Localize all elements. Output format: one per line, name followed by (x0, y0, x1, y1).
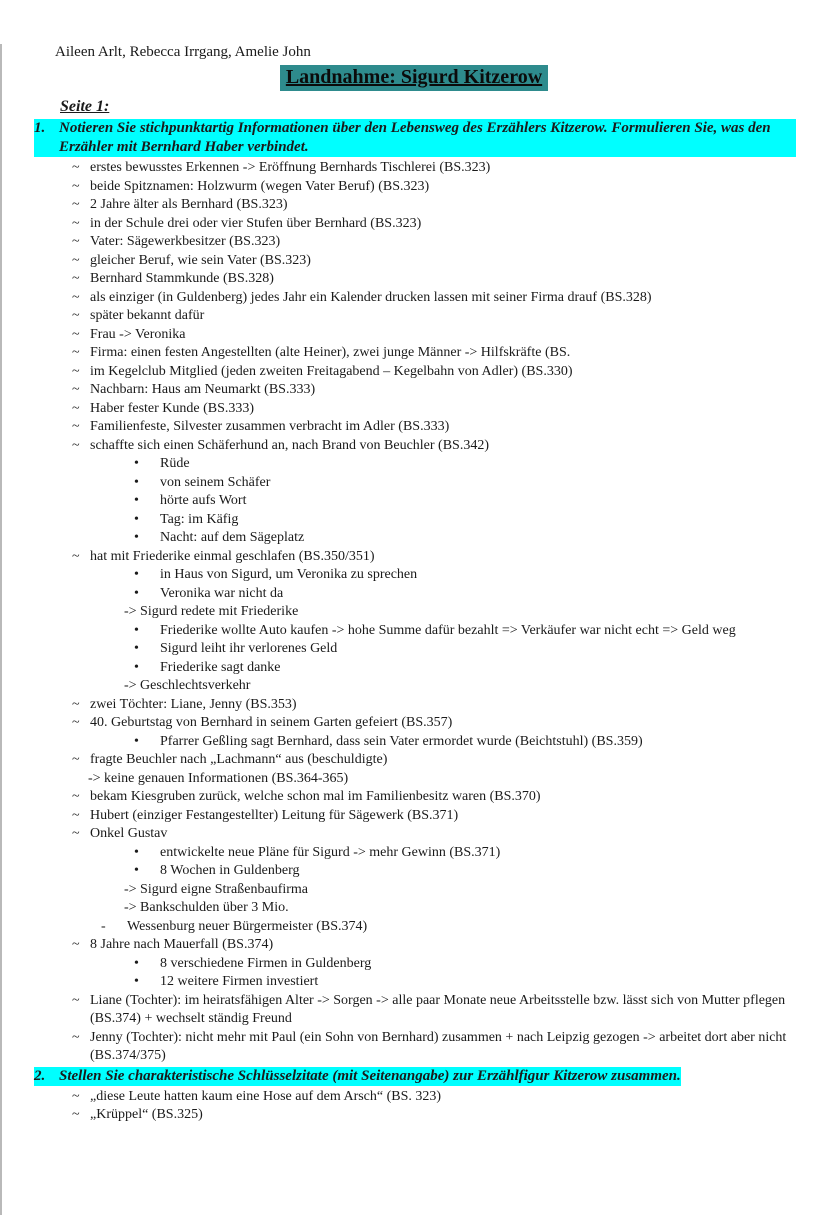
note-item (0, 770, 796, 789)
note-text: Rüde (160, 456, 190, 471)
note-text: 8 Jahre nach Mauerfall (BS.374) (90, 937, 274, 952)
tilde-marker: ~ (72, 752, 80, 767)
note-item (0, 381, 796, 400)
note-item (0, 548, 796, 567)
note-text: entwickelte neue Pläne für Sigurd -> mehr Gewinn (BS.371) (160, 844, 501, 860)
note-item (0, 492, 796, 511)
bullet-marker: • (134, 863, 139, 878)
note-text: 8 Wochen in Guldenberg (160, 863, 300, 878)
tilde-marker: ~ (72, 826, 80, 841)
notes-list-2 (0, 1088, 828, 1125)
bullet-marker: • (134, 974, 139, 989)
note-text: als einziger (in Guldenberg) jedes Jahr ein Kalender drucken lassen mit seiner Firma drauf (BS.328) (90, 289, 652, 305)
note-item (0, 529, 796, 548)
note-text: Friederike sagt danke (160, 659, 281, 675)
note-text: Hubert (einziger Festangestellter) Leitung für Sägewerk (BS.371) (90, 807, 459, 823)
bullet-marker: • (134, 622, 139, 638)
scan-edge (0, 44, 2, 1215)
note-text: 12 weitere Firmen investiert (160, 974, 319, 989)
note-item (0, 585, 796, 604)
bullet-marker: • (134, 456, 139, 471)
bullet-marker: • (134, 585, 139, 601)
note-item (0, 936, 796, 955)
note-text: „diese Leute hatten kaum eine Hose auf dem Arsch“ (BS. 323) (90, 1088, 442, 1104)
note-item (0, 566, 796, 585)
tilde-marker: ~ (72, 345, 80, 360)
tilde-marker: ~ (72, 696, 80, 712)
tilde-marker: ~ (72, 252, 80, 268)
note-item (0, 252, 796, 271)
note-item (0, 270, 796, 289)
note-item (0, 973, 796, 992)
bullet-marker: • (134, 659, 139, 675)
tilde-marker: ~ (72, 400, 80, 416)
tilde-marker: ~ (72, 1088, 80, 1104)
note-text: hat mit Friederike einmal geschlafen (BS.350/351) (90, 548, 375, 564)
bullet-marker: • (134, 567, 139, 582)
note-text: Wessenburg neuer Bürgermeister (BS.374) (127, 918, 368, 934)
note-item (0, 992, 796, 1029)
note-text: Frau -> Veronika (90, 326, 186, 342)
note-item (0, 603, 796, 622)
note-text: im Kegelclub Mitglied (jeden zweiten Freitagabend – Kegelbahn von Adler) (BS.330) (90, 363, 573, 379)
question-2-number: 2. (34, 1067, 59, 1086)
note-item (0, 844, 796, 863)
note-text: Veronika war nicht da (160, 585, 284, 601)
tilde-marker: ~ (72, 992, 80, 1008)
note-item (0, 418, 796, 437)
note-item (0, 437, 796, 456)
tilde-marker: ~ (72, 308, 80, 323)
note-item (0, 400, 796, 419)
note-item (0, 733, 796, 752)
question-2-text: Stellen Sie charakteristische Schlüsselzitate (mit Seitenangabe) zur Erzählfigur Kitzerow zusammen. (59, 1067, 681, 1084)
note-text: zwei Töchter: Liane, Jenny (BS.353) (90, 696, 297, 712)
tilde-marker: ~ (72, 271, 80, 286)
question-2 (0, 1067, 828, 1086)
note-text: Nacht: auf dem Sägeplatz (160, 530, 305, 545)
tilde-marker: ~ (72, 789, 80, 804)
tilde-marker: ~ (72, 1029, 80, 1045)
note-text: Firma: einen festen Angestellten (alte Heiner), zwei junge Männer -> Hilfskräfte (BS. (90, 345, 571, 360)
note-text: in der Schule drei oder vier Stufen über Bernhard (BS.323) (90, 215, 422, 231)
question-1-number: 1. (34, 119, 59, 157)
note-item (0, 788, 796, 807)
note-text: Liane (Tochter): im heiratsfähigen Alter -> Sorgen -> alle paar Monate neue Arbeitsstelle bzw. lässt sich von Mutter pflegen (BS.374) + wechselt ständig Freund (90, 992, 786, 1026)
question-1-text: Notieren Sie stichpunktartig Informationen über den Lebensweg des Erzählers Kitzerow. Formulieren Sie, was den Erzähler mit Bernhard Haber verbindet. (59, 119, 796, 157)
tilde-marker: ~ (72, 937, 80, 952)
authors-line: Aileen Arlt, Rebecca Irrgang, Amelie John (55, 44, 311, 60)
note-item (0, 622, 796, 641)
note-text: bekam Kiesgruben zurück, welche schon mal im Familienbesitz waren (BS.370) (90, 789, 541, 804)
note-item (0, 215, 796, 234)
note-text: -> Geschlechtsverkehr (124, 678, 251, 693)
note-text: Tag: im Käfig (160, 511, 239, 527)
note-text: Bernhard Stammkunde (BS.328) (90, 271, 274, 286)
note-text: in Haus von Sigurd, um Veronika zu sprechen (160, 567, 418, 582)
note-item (0, 918, 796, 937)
bullet-marker: • (134, 641, 139, 656)
note-item (0, 196, 796, 215)
tilde-marker: ~ (72, 363, 80, 379)
tilde-marker: ~ (72, 178, 80, 194)
note-item (0, 862, 796, 881)
note-item (0, 955, 796, 974)
note-item (0, 825, 796, 844)
tilde-marker: ~ (72, 289, 80, 305)
note-text: Onkel Gustav (90, 826, 168, 841)
note-item (0, 307, 796, 326)
tilde-marker: ~ (72, 234, 80, 249)
note-text: Nachbarn: Haus am Neumarkt (BS.333) (90, 382, 316, 397)
tilde-marker: ~ (72, 807, 80, 823)
tilde-marker: ~ (72, 419, 80, 434)
note-item (0, 363, 796, 382)
note-text: Vater: Sägewerkbesitzer (BS.323) (90, 234, 281, 249)
note-text: Pfarrer Geßling sagt Bernhard, dass sein Vater ermordet wurde (Beichtstuhl) (BS.359) (160, 733, 643, 749)
tilde-marker: ~ (72, 160, 80, 175)
question-1 (0, 119, 828, 157)
note-item (0, 640, 796, 659)
note-item (0, 178, 796, 197)
note-item (0, 455, 796, 474)
note-text: von seinem Schäfer (160, 474, 271, 490)
note-item (0, 344, 796, 363)
bullet-marker: • (134, 733, 139, 749)
note-item (0, 474, 796, 493)
note-item (0, 1106, 796, 1125)
note-item (0, 233, 796, 252)
bullet-marker: • (134, 530, 139, 545)
tilde-marker: ~ (72, 437, 80, 453)
title-wrap (0, 65, 828, 91)
note-item (0, 899, 796, 918)
note-text: schaffte sich einen Schäferhund an, nach Brand von Beuchler (BS.342) (90, 437, 490, 453)
note-text: -> Sigurd redete mit Friederike (124, 604, 299, 619)
note-item (0, 289, 796, 308)
note-text: Haber fester Kunde (BS.333) (90, 400, 255, 416)
dash-marker: - (101, 918, 106, 934)
note-item (0, 326, 796, 345)
note-text: fragte Beuchler nach „Lachmann“ aus (beschuldigte) (90, 752, 388, 767)
note-text: Sigurd leiht ihr verlorenes Geld (160, 641, 338, 656)
note-text: -> Sigurd eigne Straßenbaufirma (124, 881, 309, 897)
note-text: beide Spitznamen: Holzwurm (wegen Vater Beruf) (BS.323) (90, 178, 430, 194)
note-item (0, 159, 796, 178)
bullet-marker: • (134, 955, 139, 971)
note-text: Jenny (Tochter): nicht mehr mit Paul (ein Sohn von Bernhard) zusammen + nach Leipzig gezogen -> arbeitet dort aber nicht (BS.374/375) (90, 1029, 787, 1063)
note-text: -> Bankschulden über 3 Mio. (124, 900, 289, 915)
bullet-marker: • (134, 511, 139, 527)
bullet-marker: • (134, 844, 139, 860)
bullet-marker: • (134, 474, 139, 490)
note-item (0, 659, 796, 678)
note-text: später bekannt dafür (90, 308, 205, 323)
bullet-marker: • (134, 493, 139, 508)
note-text: „Krüppel“ (BS.325) (90, 1107, 203, 1122)
note-item (0, 714, 796, 733)
tilde-marker: ~ (72, 215, 80, 231)
tilde-marker: ~ (72, 1107, 80, 1122)
note-text: 40. Geburtstag von Bernhard in seinem Garten gefeiert (BS.357) (90, 715, 453, 730)
tilde-marker: ~ (72, 197, 80, 212)
notes-list-1 (0, 159, 828, 1066)
note-text: Friederike wollte Auto kaufen -> hohe Summe dafür bezahlt => Verkäufer war nicht echt => Geld weg (160, 622, 736, 638)
section-heading: Seite 1: (60, 98, 110, 115)
note-text: hörte aufs Wort (160, 493, 247, 508)
note-item (0, 511, 796, 530)
note-text: erstes bewusstes Erkennen -> Eröffnung Bernhards Tischlerei (BS.323) (90, 160, 491, 175)
note-text: gleicher Beruf, wie sein Vater (BS.323) (90, 252, 311, 268)
tilde-marker: ~ (72, 715, 80, 730)
note-text: -> keine genauen Informationen (BS.364-365) (88, 770, 349, 786)
note-item (0, 1029, 796, 1066)
note-item (0, 881, 796, 900)
note-text: Familienfeste, Silvester zusammen verbracht im Adler (BS.333) (90, 419, 450, 434)
note-item (0, 677, 796, 696)
note-item (0, 751, 796, 770)
tilde-marker: ~ (72, 382, 80, 397)
note-item (0, 807, 796, 826)
page-title: Landnahme: Sigurd Kitzerow (280, 65, 548, 91)
note-text: 2 Jahre älter als Bernhard (BS.323) (90, 197, 288, 212)
note-item (0, 1088, 796, 1107)
tilde-marker: ~ (72, 326, 80, 342)
tilde-marker: ~ (72, 548, 80, 564)
note-text: 8 verschiedene Firmen in Guldenberg (160, 955, 372, 971)
note-item (0, 696, 796, 715)
